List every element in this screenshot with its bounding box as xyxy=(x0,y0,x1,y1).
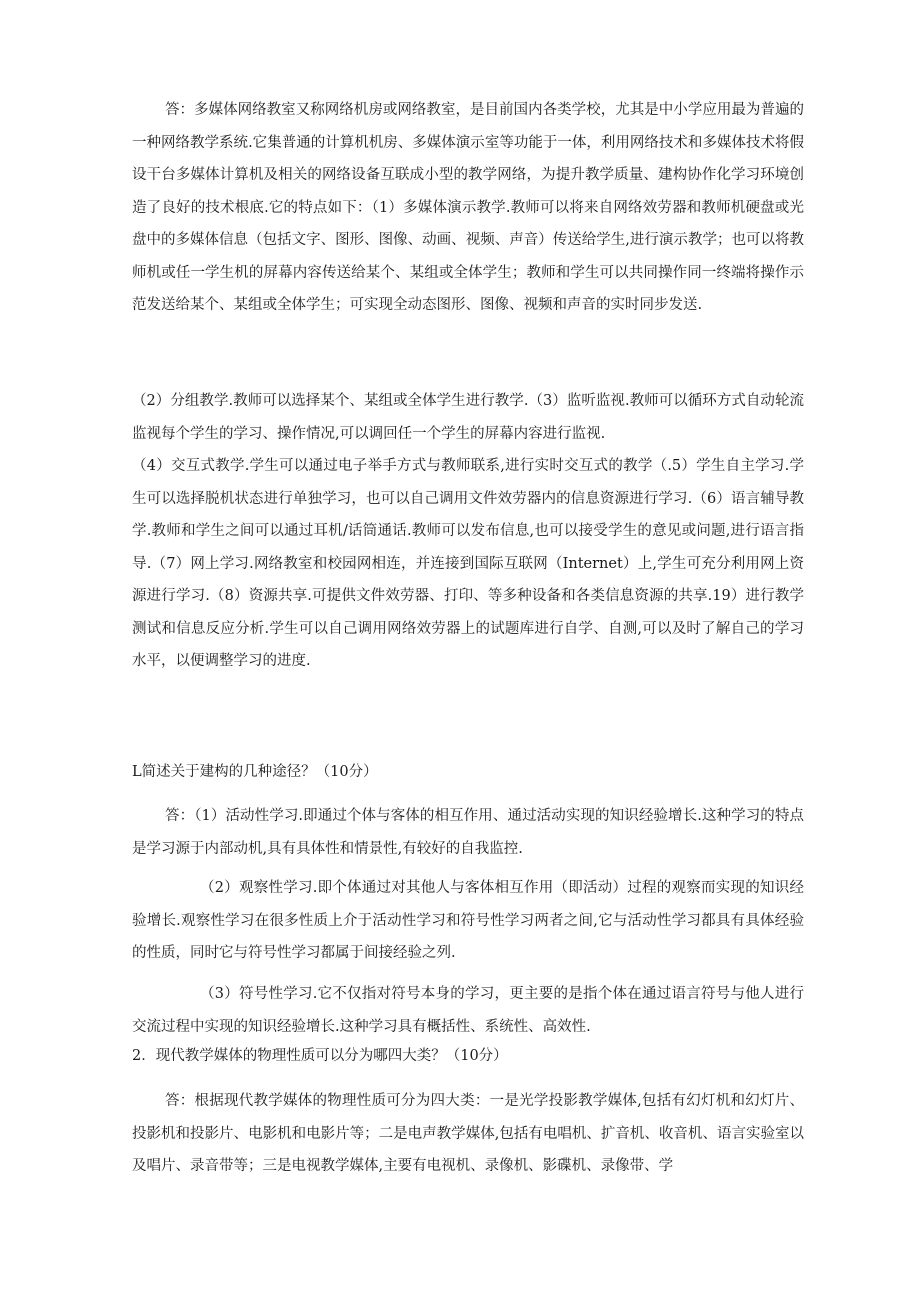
answer-paragraph-group-teaching: （2）分组教学.教师可以选择某个、某组或全体学生进行教学.（3）监听监视.教师可以循环方式自动轮流监视每个学生的学习、操作情况,可以调回任一个学生的屏幕内容进行监视. xyxy=(132,393,804,442)
answer-paragraph-network-classroom: 答：多媒体网络教室又称网络机房或网络教室，是目前国内各类学校，尤其是中小学应用最为普遍的一种网络教学系统.它集普通的计算机机房、多媒体演示室等功能于一体，利用网络技术和多媒体技术将假设干台多媒体计算机及相关的网络设备互联成小型的教学网络，为提升教学质量、建构协作化学习环境创造了良好的技术根底.它的特点如下：（1）多媒体演示教学.教师可以将来自网络效劳器和教师机硬盘或光盘中的多媒体信息（包括文字、图形、图像、动画、视频、声音）传送给学生,进行演示教学；也可以将教师机或任一学生机的屏幕内容传送给某个、某组或全体学生；教师和学生可以共同操作同一终端将操作示范发送给某个、某组或全体学生；可实现全动态图形、图像、视频和声音的实时同步发送. xyxy=(132,102,804,313)
answer-paragraph-activity-learning: 答：（1）活动性学习.即通过个体与客体的相互作用、通过活动实现的知识经验增长.这种学习的特点是学习源于内部动机,具有具体性和情景性,有较好的自我监控. xyxy=(132,808,804,857)
answer-paragraph-symbolic-learning: （3）符号性学习.它不仅指对符号本身的学习，更主要的是指个体在通过语言符号与他人进行交流过程中实现的知识经验增长.这种学习具有概括性、系统性、高效性. xyxy=(132,986,804,1035)
answer-paragraph-observation-learning: （2）观察性学习.即个体通过对其他人与客体相互作用（即活动）过程的观察而实现的知识经验增长.观察性学习在很多性质上介于活动性学习和符号性学习两者之间,它与活动性学习都具有具体经验的性质，同时它与符号性学习都属于间接经验之列. xyxy=(132,880,804,961)
question-construction-approaches: L简述关于建构的几种途径？（10分） xyxy=(132,764,378,780)
answer-paragraph-interactive-teaching: （4）交互式教学.学生可以通过电子举手方式与教师联系,进行实时交互式的教学（.5）学生自主学习.学生可以选择脱机状态进行单独学习，也可以自己调用文件效劳器内的信息资源进行学习.（6）语言辅导教学.教师和学生之间可以通过耳机/话筒通话.教师可以发布信息,也可以接受学生的意见或问题,进行语言指导.（7）网上学习.网络教室和校园网相连，并连接到国际互联网（Internet）上,学生可充分利用网上资源进行学习.（8）资源共享.可提供文件效劳器、打印、等多种设备和各类信息资源的共享.19）进行教学测试和信息反应分析.学生可以自己调用网络效劳器上的试题库进行自学、自测,可以及时了解自己的学习水平，以便调整学习的进度. xyxy=(132,458,804,669)
answer-paragraph-media-categories: 答：根据现代教学媒体的物理性质可分为四大类：一是光学投影教学媒体,包括有幻灯机和幻灯片、投影机和投影片、电影机和电影片等；二是电声教学媒体,包括有电唱机、扩音机、收音机、语言实验室以及唱片、录音带等；三是电视教学媒体,主要有电视机、录像机、影碟机、录像带、学 xyxy=(132,1093,804,1174)
question-media-categories: 2．现代教学媒体的物理性质可以分为哪四大类？（10分） xyxy=(132,1048,508,1064)
